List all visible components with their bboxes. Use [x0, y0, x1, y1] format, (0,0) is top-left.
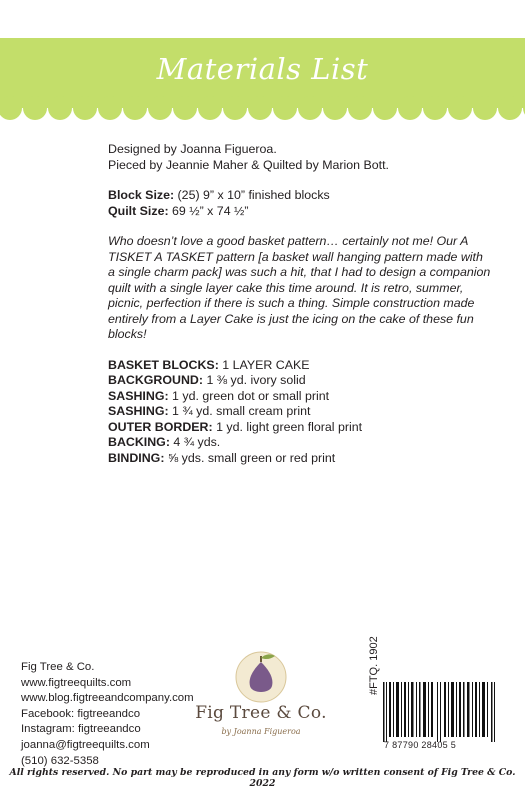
material-item: [108, 373, 493, 389]
material-value: 1 LAYER CAKE: [218, 357, 310, 372]
contact-info: [21, 660, 194, 769]
material-label: BACKING:: [108, 435, 170, 449]
materials-content: [108, 142, 493, 466]
blog-link[interactable]: www.blog.figtreeandcompany.com: [21, 692, 194, 705]
email-link[interactable]: joanna@figtreequilts.com: [21, 738, 150, 751]
material-item: [108, 451, 493, 467]
block-size-line: [108, 188, 493, 204]
material-item: [108, 389, 493, 405]
sku-code: #FTQ. 1902: [368, 636, 380, 695]
material-label: OUTER BORDER:: [108, 419, 213, 434]
material-value: 4 ¾ yds.: [169, 435, 221, 449]
material-label: BINDING:: [108, 450, 165, 465]
phone-number: (510) 632-5358: [21, 754, 99, 767]
website-link[interactable]: www.figtreequilts.com: [21, 676, 132, 689]
designer-credit: Designed by Joanna Figueroa.: [108, 142, 277, 156]
quilt-size-line: [108, 204, 493, 220]
material-label: SASHING:: [108, 404, 169, 418]
quilt-size-label: Quilt Size:: [108, 203, 169, 218]
logo-tagline: by Joanna Figueroa: [221, 727, 301, 736]
material-value: 1 ⅜ yd. ivory solid: [203, 373, 306, 387]
material-label: BASKET BLOCKS:: [108, 357, 219, 372]
instagram-handle: Instagram: figtreeandco: [21, 723, 141, 736]
facebook-handle: Facebook: figtreeandco: [21, 707, 141, 720]
company-name: Fig Tree & Co.: [21, 661, 95, 673]
material-label: BACKGROUND:: [108, 373, 203, 387]
block-size-label: Block Size:: [108, 188, 175, 202]
fig-tree-logo: [176, 650, 346, 750]
quilt-size-value: 69 ½” x 74 ½”: [168, 203, 249, 218]
quilter-credit: Pieced by Jeannie Maher & Quilted by Marion Bott.: [108, 157, 390, 172]
barcode: [381, 682, 501, 742]
material-label: SASHING:: [108, 388, 169, 403]
material-item: [108, 404, 493, 420]
material-value: ⅝ yds. small green or red print: [164, 450, 336, 465]
logo-name: Fig Tree & Co.: [195, 703, 327, 723]
material-item: [108, 358, 493, 374]
material-value: 1 yd. green dot or small print: [168, 388, 330, 403]
intro-paragraph: Who doesn’t love a good basket pattern… certainly not me! Our A TISKET A TASKET pattern [a basket wall hanging pattern made with a single charm pack] was such a hit, that I had to design a companion quilt with a single layer cake this time around. It is retro, summer, picnic, perfection if there is such a thing. Simple construction made entirely from a Layer Cake is just the icing on the cake of these fun blocks!: [108, 234, 491, 341]
block-size-value: (25) 9” x 10” finished blocks: [174, 188, 330, 202]
header-banner: [0, 0, 525, 140]
copyright-footer: All rights reserved. No part may be reproduced in any form w/o written consent of Fig Tree & Co. 2022: [9, 767, 516, 789]
material-item: [108, 420, 493, 436]
materials-list: [108, 358, 493, 467]
material-item: [108, 435, 493, 451]
material-value: 1 yd. light green floral print: [212, 419, 363, 434]
barcode-digits: 7 87790 28405 5: [384, 740, 457, 750]
fig-icon: [176, 650, 346, 704]
page-title: Materials List: [156, 52, 369, 86]
material-value: 1 ¾ yd. small cream print: [168, 404, 311, 418]
